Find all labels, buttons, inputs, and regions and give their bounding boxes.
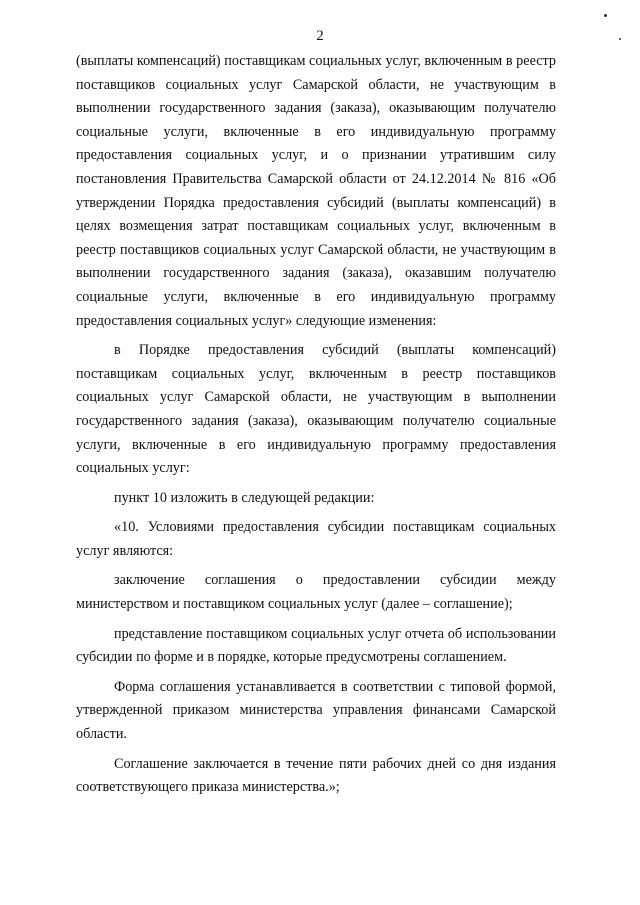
paragraph-amendment-intro: (выплаты компенсаций) поставщикам социальных услуг, включенным в реестр поставщиков социальных услуг Самарской области, не участвующим в выполнении государственного задания (заказа), оказывающим получателю социальные услуги, включенные в его индивидуальную программу предоставления социальных услуг, и о признании утратившим силу постановления Правительства Самарской области от 24.12.2014 № 816 «Об утверждении Порядка предоставления субсидий (выплаты компенсаций) в целях возмещения затрат поставщикам социальных услуг, включенным в реестр поставщиков социальных услуг Самарской области, не участвующим в выполнении государственного задания (заказа), оказавшим получателю социальные услуги, включенные в его индивидуальную программу предоставления социальных услуг» следующие изменения: [76, 53, 556, 329]
paragraph-procedure: в Порядке предоставления субсидий (выплаты компенсаций) поставщикам социальных услуг, включенным в реестр поставщиков социальных услуг Самарской области, не участвующим в выполнении государственного задания (заказа), оказывающим получателю социальные услуги, включенные в его индивидуальную программу предоставления социальных услуг: [76, 342, 556, 477]
document-body [76, 50, 556, 800]
paragraph-condition-agreement: заключение соглашения о предоставлении субсидии между министерством и поставщиком социальных услуг (далее – соглашение); [76, 572, 556, 613]
paragraph-condition-report: представление поставщиком социальных услуг отчета об использовании субсидии по форме и в порядке, которые предусмотрены соглашением. [76, 625, 556, 666]
paragraph-item-10-text: «10. Условиями предоставления субсидии поставщикам социальных услуг являются: [76, 519, 556, 559]
paragraph-item-10-instruction: пункт 10 изложить в следующей редакции: [114, 489, 375, 506]
page-number: 2 [316, 28, 324, 44]
paragraph-agreement-term: Соглашение заключается в течение пяти рабочих дней со дня издания соответствующего приказа министерства.»; [76, 755, 556, 796]
paragraph-agreement-form: Форма соглашения устанавливается в соответствии с типовой формой, утвержденной приказом министерства управления финансами Самарской области. [76, 678, 556, 743]
scan-speck [604, 14, 607, 17]
